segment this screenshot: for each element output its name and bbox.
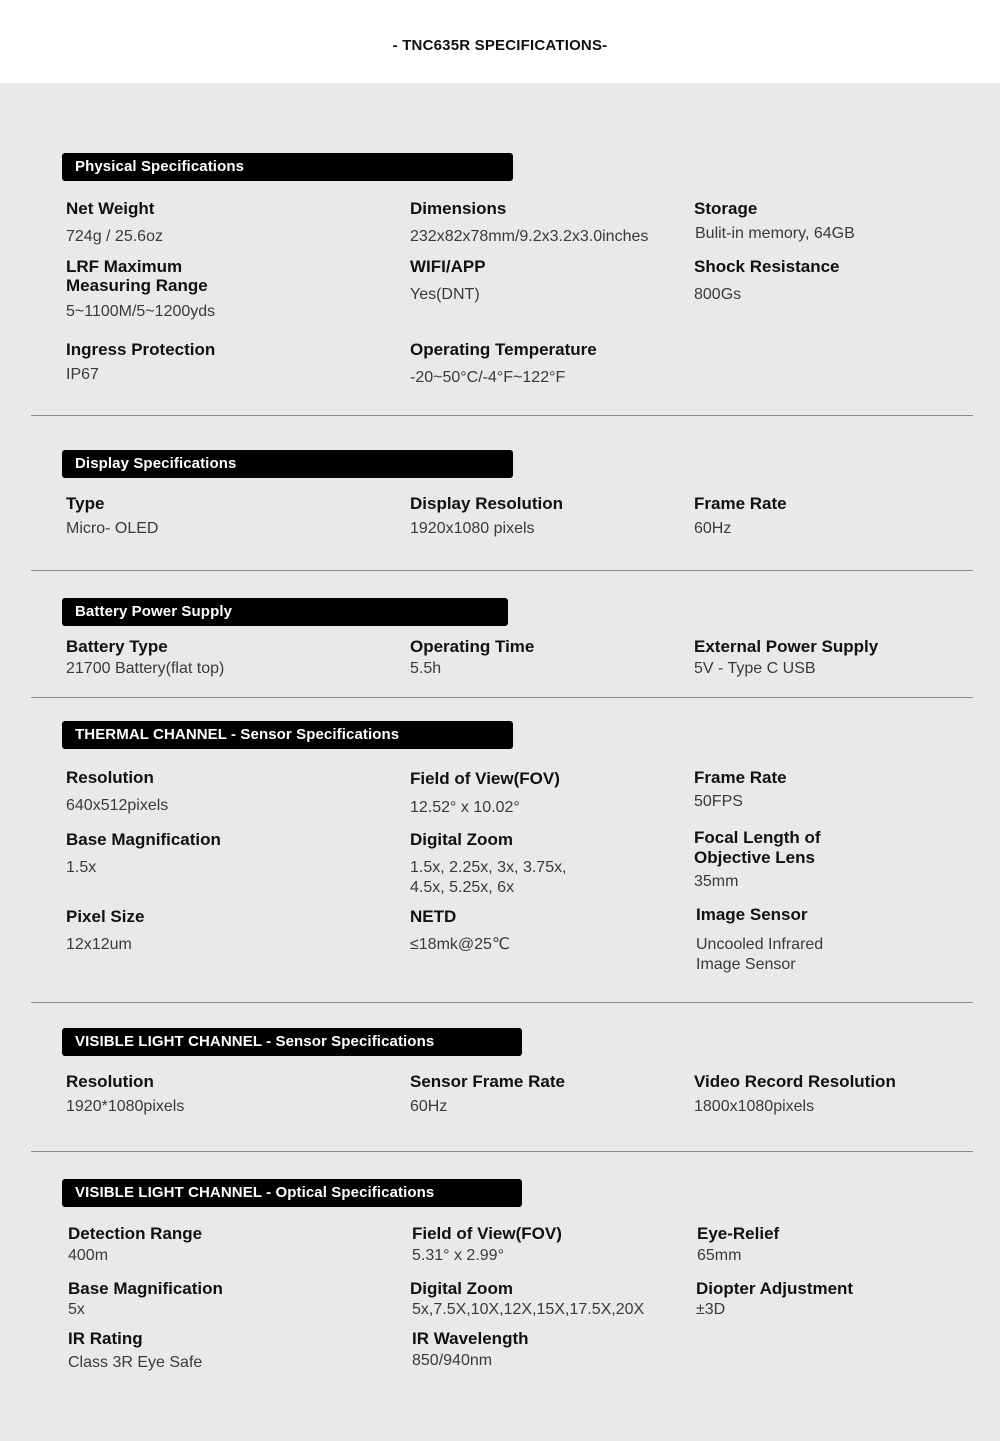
spec-label-thermal-digital-zoom: Digital Zoom <box>410 830 513 849</box>
spec-label-ir-rating: IR Rating <box>68 1329 143 1348</box>
spec-value-shock-resistance: 800Gs <box>694 286 742 303</box>
section-divider <box>31 697 973 698</box>
spec-value-sensor-frame-rate: 60Hz <box>410 1098 448 1115</box>
spec-value-pixel-size: 12x12um <box>66 936 132 953</box>
spec-label-thermal-fov: Field of View(FOV) <box>410 769 560 788</box>
spec-value-operating-temperature: -20~50°C/-4°F~122°F <box>410 369 566 386</box>
spec-value-battery-type: 21700 Battery(flat top) <box>66 660 225 677</box>
spec-label-external-power: External Power Supply <box>694 637 879 656</box>
spec-label-diopter-adjustment: Diopter Adjustment <box>696 1279 854 1298</box>
spec-label-focal-length-line2: Objective Lens <box>694 848 815 867</box>
spec-label-ir-wavelength: IR Wavelength <box>412 1329 529 1348</box>
spec-label-display-type: Type <box>66 494 105 513</box>
spec-label-ingress-protection: Ingress Protection <box>66 340 216 359</box>
spec-value-storage: Bulit-in memory, 64GB <box>695 225 855 242</box>
spec-value-thermal-base-magnification: 1.5x <box>66 859 97 876</box>
spec-label-eye-relief: Eye-Relief <box>697 1224 780 1243</box>
spec-label-detection-range: Detection Range <box>68 1224 203 1243</box>
spec-label-visible-resolution: Resolution <box>66 1072 154 1091</box>
spec-label-visible-digital-zoom: Digital Zoom <box>410 1279 513 1298</box>
spec-value-visible-resolution: 1920*1080pixels <box>66 1098 185 1115</box>
spec-value-operating-time: 5.5h <box>410 660 442 677</box>
section-banner-battery: Battery Power Supply <box>62 598 508 626</box>
spec-value-display-type: Micro- OLED <box>66 520 159 537</box>
spec-value-thermal-frame-rate: 50FPS <box>694 793 743 810</box>
spec-label-thermal-base-magnification: Base Magnification <box>66 830 221 849</box>
spec-label-pixel-size: Pixel Size <box>66 907 145 926</box>
section-divider <box>31 1151 973 1152</box>
spec-label-operating-temperature: Operating Temperature <box>410 340 597 359</box>
spec-value-thermal-fov: 12.52° x 10.02° <box>410 799 520 816</box>
spec-label-operating-time: Operating Time <box>410 637 535 656</box>
section-banner-visible-optical: VISIBLE LIGHT CHANNEL - Optical Specifications <box>62 1179 522 1207</box>
section-banner-thermal: THERMAL CHANNEL - Sensor Specifications <box>62 721 513 749</box>
section-divider <box>31 415 973 416</box>
spec-value-visible-digital-zoom: 5x,7.5X,10X,12X,15X,17.5X,20X <box>412 1301 645 1318</box>
spec-label-video-record-resolution: Video Record Resolution <box>694 1072 896 1091</box>
spec-label-display-resolution: Display Resolution <box>410 494 564 513</box>
spec-label-battery-type: Battery Type <box>66 637 168 656</box>
spec-value-thermal-digital-zoom-line2: 4.5x, 5.25x, 6x <box>410 879 515 896</box>
spec-value-ir-rating: Class 3R Eye Safe <box>68 1354 203 1371</box>
spec-label-lrf-range: LRF Maximum <box>66 257 183 276</box>
spec-label-netd: NETD <box>410 907 457 926</box>
spec-value-focal-length: 35mm <box>694 873 739 890</box>
spec-value-display-resolution: 1920x1080 pixels <box>410 520 535 537</box>
spec-value-wifi-app: Yes(DNT) <box>410 286 480 303</box>
spec-value-ingress-protection: IP67 <box>66 366 99 383</box>
spec-label-sensor-frame-rate: Sensor Frame Rate <box>410 1072 565 1091</box>
spec-label-thermal-resolution: Resolution <box>66 768 154 787</box>
spec-label-display-frame-rate: Frame Rate <box>694 494 787 513</box>
spec-label-focal-length: Focal Length of <box>694 828 821 847</box>
section-banner-display: Display Specifications <box>62 450 513 478</box>
spec-value-netd: ≤18mk@25℃ <box>410 936 510 953</box>
spec-value-thermal-resolution: 640x512pixels <box>66 797 169 814</box>
spec-value-lrf-range: 5~1100M/5~1200yds <box>66 303 216 320</box>
spec-value-dimensions: 232x82x78mm/9.2x3.2x3.0inches <box>410 228 649 245</box>
spec-label-image-sensor: Image Sensor <box>696 905 808 924</box>
spec-value-display-frame-rate: 60Hz <box>694 520 732 537</box>
spec-label-visible-base-magnification: Base Magnification <box>68 1279 223 1298</box>
section-divider <box>31 570 973 571</box>
spec-label-lrf-range-line2: Measuring Range <box>66 276 208 295</box>
spec-value-visible-fov: 5.31° x 2.99° <box>412 1247 504 1264</box>
spec-value-external-power: 5V - Type C USB <box>694 660 816 677</box>
spec-label-shock-resistance: Shock Resistance <box>694 257 840 276</box>
spec-value-video-record-resolution: 1800x1080pixels <box>694 1098 815 1115</box>
spec-value-image-sensor-line2: Image Sensor <box>696 956 796 973</box>
spec-label-dimensions: Dimensions <box>410 199 507 218</box>
spec-label-visible-fov: Field of View(FOV) <box>412 1224 562 1243</box>
spec-label-storage: Storage <box>694 199 758 218</box>
spec-value-thermal-digital-zoom: 1.5x, 2.25x, 3x, 3.75x, <box>410 859 567 876</box>
spec-value-image-sensor: Uncooled Infrared <box>696 936 824 953</box>
page-title: - TNC635R SPECIFICATIONS- <box>392 37 608 54</box>
spec-label-net-weight: Net Weight <box>66 199 155 218</box>
spec-value-net-weight: 724g / 25.6oz <box>66 228 163 245</box>
spec-value-diopter-adjustment: ±3D <box>696 1301 726 1318</box>
spec-value-detection-range: 400m <box>68 1247 109 1264</box>
spec-label-wifi-app: WIFI/APP <box>410 257 486 276</box>
spec-value-visible-base-magnification: 5x <box>68 1301 85 1318</box>
section-divider <box>31 1002 973 1003</box>
spec-value-eye-relief: 65mm <box>697 1247 742 1264</box>
spec-value-ir-wavelength: 850/940nm <box>412 1352 493 1369</box>
section-banner-physical: Physical Specifications <box>62 153 513 181</box>
spec-label-thermal-frame-rate: Frame Rate <box>694 768 787 787</box>
section-banner-visible-sensor: VISIBLE LIGHT CHANNEL - Sensor Specifications <box>62 1028 522 1056</box>
